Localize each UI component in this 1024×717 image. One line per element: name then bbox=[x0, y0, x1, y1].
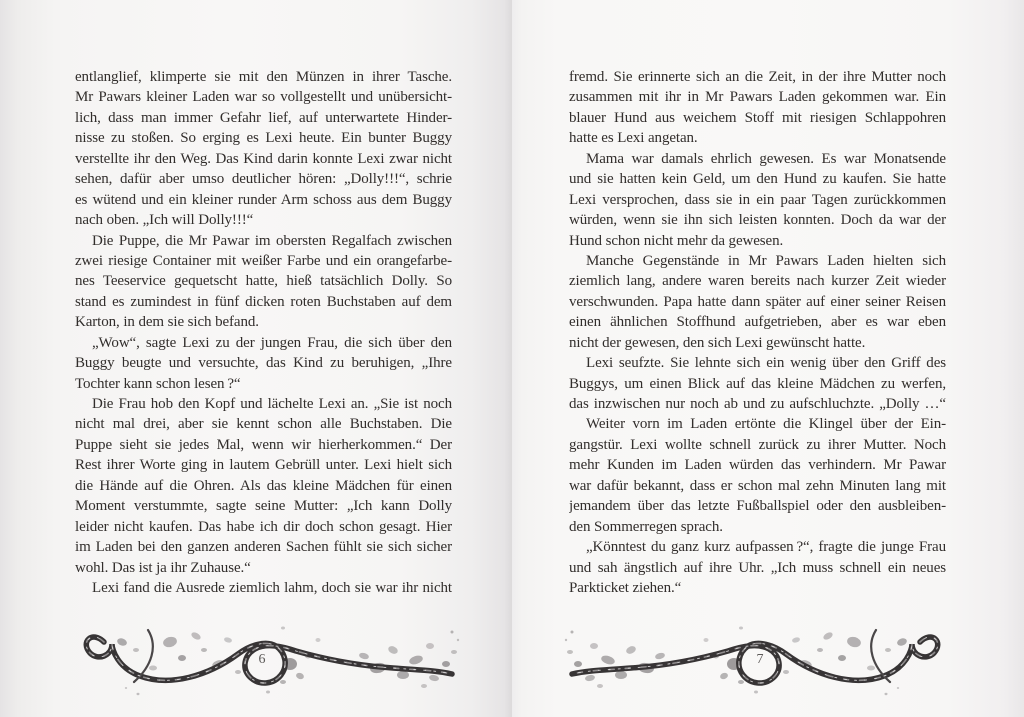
text-line: das inzwischen nur noch ab und zu aufschluchzte. „Dolly …“ bbox=[569, 396, 946, 412]
text-line: „Wow“, sagte Lexi zu der jungen Frau, die sich über den bbox=[92, 334, 452, 351]
text-line: jemandem über das letzte Fußballspiel oder den ausbleiben- bbox=[569, 498, 946, 515]
text-line: fremd. Sie erinnerte sich an die Zeit, in der ihre Mutter noch bbox=[569, 69, 946, 85]
text-line: hatte es Lexi angetan. bbox=[569, 130, 698, 147]
text-line: im Laden bei den ganzen anderen Sachen fühlt sie sich sicher bbox=[75, 539, 452, 556]
page-number: 7 bbox=[756, 652, 764, 667]
page-ornament bbox=[78, 620, 462, 712]
text-line: Die Frau hob den Kopf und lächelte Lexi an. „Sie ist noch bbox=[92, 396, 452, 412]
page-text-column bbox=[75, 67, 452, 598]
text-line: Manche Gegenstände in Mr Pawars Laden hielten sich bbox=[586, 252, 946, 269]
text-line: Mr Pawars kleiner Laden war so vollgestellt und unübersicht- bbox=[75, 89, 452, 106]
text-line: Weiter vorn im Laden ertönte die Klingel über der Ein- bbox=[586, 416, 946, 433]
text-line: Moment verstummte, sagte seine Mutter: „Ich kann Dolly bbox=[75, 498, 452, 515]
page-text-column bbox=[569, 67, 946, 598]
text-line: den Sommerregen sprach. bbox=[569, 518, 723, 535]
text-line: die Hände auf die Ohren. Als das kleine Mädchen für einen bbox=[75, 477, 452, 494]
text-line: nach oben. „Ich will Dolly!!!“ bbox=[75, 212, 254, 229]
text-line: verstellte ihr den Weg. Das Kind darin konnte Lexi zwar nicht bbox=[75, 150, 452, 167]
text-line: Hund schon nicht mehr da gewesen. bbox=[569, 232, 784, 249]
page-number: 6 bbox=[258, 652, 266, 667]
book-page-right bbox=[512, 0, 1024, 717]
text-line: war dafür bekannt, dass er schon mal zehn Minuten lang mit bbox=[569, 477, 946, 494]
text-line: Lexi versprochen, dass sie in ein paar Tagen zurückkommen bbox=[569, 191, 946, 208]
text-line: nes Teeservice gequetscht hatte, hieß tatsächlich Dolly. So bbox=[75, 273, 452, 290]
text-line: Rest ihrer Worte ging in lautem Gebrüll unter. Lexi hielt sich bbox=[75, 457, 452, 474]
text-line: Parkticket ziehen.“ bbox=[569, 579, 682, 596]
text-line: stand es zumindest in fünf dicken roten Buchstaben auf dem bbox=[75, 293, 452, 310]
text-line: zusammen mit ihr in Mr Pawars Laden gekommen war. Ein bbox=[569, 89, 946, 106]
text-line: und sie hatten kein Geld, um den Hund zu kaufen. Sie hatte bbox=[569, 171, 946, 188]
text-line: würden, wenn sie ihn sich leisten konnten. Doch da war der bbox=[569, 212, 946, 229]
text-line: zwei riesige Container mit weißer Farbe und ein orangefarbe- bbox=[75, 252, 452, 269]
text-line: ziemlich lang, andere waren bereits nach kurzer Zeit wieder bbox=[569, 273, 946, 290]
text-line: leider nicht kaufen. Das habe ich dir doch schon gesagt. Hier bbox=[75, 518, 452, 535]
text-line: Mama war damals ehrlich gewesen. Es war Monatsende bbox=[586, 150, 946, 167]
text-line: einen ähnlichen Stoffhund aufgetrieben, aber es war eben bbox=[569, 314, 946, 331]
text-line: wohl. Das ist ja ihr Zuhause.“ bbox=[75, 559, 251, 576]
text-line: nicht der gewesen, den sich Lexi gewünscht hatte. bbox=[569, 334, 866, 351]
text-line: und sah ängstlich auf ihre Uhr. „Ich muss schnell ein neues bbox=[569, 559, 946, 576]
text-line: entlanglief, klimperte sie mit den Münzen in ihrer Tasche. bbox=[75, 69, 452, 85]
text-line: Die Puppe, die Mr Pawar im obersten Regalfach zwischen bbox=[92, 232, 452, 249]
text-line: Puppe sieht sie jedes Mal, wenn wir hierherkommen.“ Der bbox=[75, 436, 452, 453]
text-line: mehr Kunden im Laden würden das verhindern. Mr Pawar bbox=[569, 457, 946, 474]
text-line: gangstür. Lexi wollte schnell zurück zu ihrer Mutter. Noch bbox=[569, 436, 946, 453]
text-line: verschwunden. Papa hatte dann später auf einer seiner Reisen bbox=[569, 293, 946, 310]
text-line: „Könntest du ganz kurz aufpassen ?“, fragte die junge Frau bbox=[586, 539, 946, 556]
text-line: nisse zu stoßen. So erging es Lexi heute. Ein bunter Buggy bbox=[75, 130, 452, 147]
text-line: Karton, in dem sie sich befand. bbox=[75, 314, 259, 331]
text-line: Buggy beugte und versuchte, das Kind zu beruhigen, „Ihre bbox=[75, 355, 452, 372]
text-line: Lexi fand die Ausrede ziemlich lahm, doch sie war ihr nicht bbox=[92, 579, 452, 596]
text-line: blauer Hund aus weichem Stoff mit riesigen Schlappohren bbox=[569, 109, 946, 126]
text-line: sehen, dafür aber umso deutlicher hören: „Dolly!!!“, schrie bbox=[75, 171, 452, 188]
text-line: Buggys, um einen Blick auf das kleine Mädchen zu werfen, bbox=[569, 375, 946, 392]
text-line: Tochter kann schon lesen ?“ bbox=[75, 375, 241, 392]
text-line: es wütend und ein kleiner runder Arm schoss aus dem Buggy bbox=[75, 191, 452, 208]
page-ornament bbox=[562, 620, 946, 712]
text-line: nicht mal drei, aber sie kennt schon alle Buchstaben. Die bbox=[75, 416, 452, 433]
text-line: lich, dass man immer Gefahr lief, auf unterwartete Hinder- bbox=[75, 109, 452, 126]
text-line: Lexi seufzte. Sie lehnte sich ein wenig über den Griff des bbox=[586, 355, 946, 372]
